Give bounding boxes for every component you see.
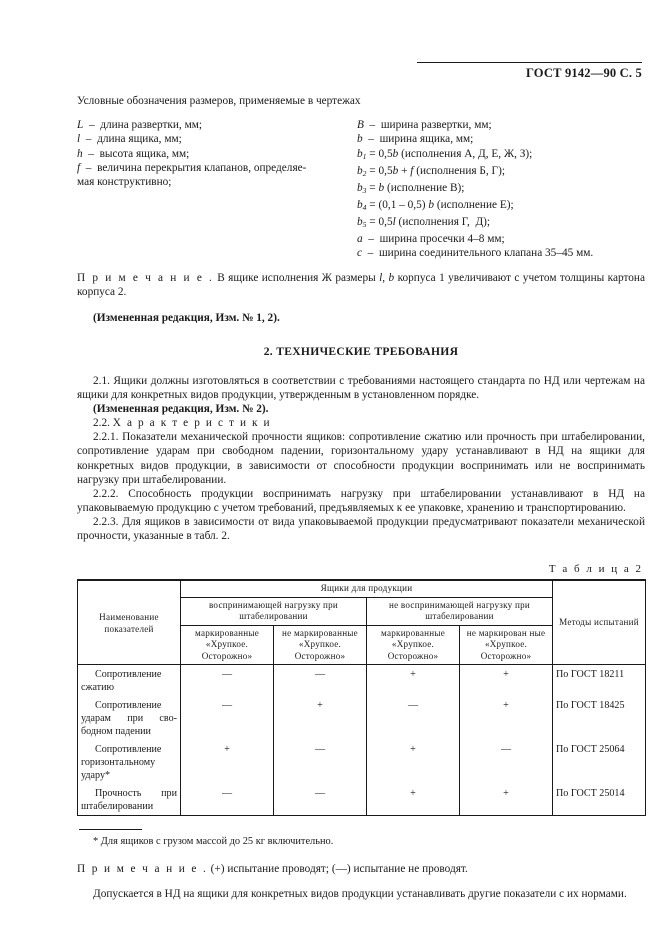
symbol-line: мая конструктивно; [77,175,172,188]
symbol-line: $b_4 = (0,1 - 0,5)$ b (исполнение Е); [357,198,514,212]
row-indicator-name: Сопротивление ударам при сво-бодном падении [78,696,181,740]
table-row [78,740,646,784]
header-indicator-name: Наименование показателей [78,580,181,665]
header-group-non-load-bearing: не воспринимающей нагрузку при штабелировании [367,597,553,625]
note-1-label: П р и м е ч а н и е . [77,272,214,285]
header-sub-marked-1: маркированные «Хрупкое. Осторожно» [181,625,274,665]
symbol-column-right [357,118,645,260]
table-row [78,665,646,697]
page-body [77,94,645,902]
paragraph-2-2-number: 2.2. [93,417,110,430]
table-body [78,665,646,816]
note-2 [77,862,645,876]
symbol-line: $b_3 = b$ (исполнение В); [357,181,465,195]
row-value: — [367,696,460,740]
paragraph-2-2-title: Х а р а к т е р и с т и к и [112,417,272,430]
symbol-column-left [77,118,357,260]
symbol-line: c – ширина соединительного клапана 35–45 мм. [357,247,594,260]
header-group-products: Ящики для продукции [181,580,553,597]
header-sub-marked-2: маркированные «Хрупкое. Осторожно» [367,625,460,665]
row-indicator-name: Сопротивление сжатию [78,665,181,697]
paragraph-2-2-2: 2.2.2. Способность продукции воспринимать нагрузку при штабелировании устанавливают в НД на упаковываемую продукцию с учетом требований, предъявляемых к ее упаковке, хранению и транспортированию. [77,487,645,514]
row-method: По ГОСТ 25064 [553,740,646,784]
symbol-line: $b_5 = 0,5l$ (исполнения Г, Д); [357,215,491,229]
footnote-separator [79,829,142,830]
header-group-load-bearing: воспринимающей нагрузку при штабелировании [181,597,367,625]
row-value: — [181,696,274,740]
symbol-line: a – ширина просечки 4–8 мм; [357,232,505,245]
running-head-rule [417,62,642,63]
paragraph-2-2-3: 2.2.3. Для ящиков в зависимости от вида упаковываемой продукции предусматривают показатели механической прочности, указанные в табл. 2. [77,515,645,542]
symbol-definitions [77,118,645,260]
row-value: + [181,740,274,784]
row-method: По ГОСТ 18425 [553,696,646,740]
lead-line: Условные обозначения размеров, применяемые в чертежах [77,95,361,107]
paragraph-2-1: 2.1. Ящики должны изготовляться в соответствии с требованиями настоящего стандарта по НД или чертежам на ящики для конкретных видов продукции, утвержденным в установленном порядке. [77,374,645,402]
row-value: + [274,696,367,740]
footnote-text: * Для ящиков с грузом массой до 25 кг включительно. [93,836,334,848]
closing-paragraph: Допускается в НД на ящики для конкретных видов продукции устанавливать другие показатели с их нормами. [93,888,627,901]
table-caption: Т а б л и ц а 2 [548,563,643,576]
row-value: — [181,784,274,816]
symbol-line: h – высота ящика, мм; [77,147,190,160]
note-1-text: В ящике исполнения Ж размеры l, b корпуса 1 увеличивают с учетом толщины картона корпуса 2. [77,272,645,299]
note-1 [77,271,645,299]
row-indicator-name: Прочность при штабелировании [78,784,181,816]
row-value: + [367,740,460,784]
note-2-label: П р и м е ч а н и е . [77,863,208,876]
table-row [78,784,646,816]
symbol-line: f – величина перекрытия клапанов, определяе- [77,161,307,174]
symbol-line: $b_2 = 0,5b + f$ (исполнения Б, Г); [357,164,505,178]
paragraph-2-2 [77,416,645,430]
row-value: + [367,665,460,697]
symbol-line: b – ширина ящика, мм; [357,133,474,146]
note-2-text: (+) испытание проводят; (—) испытание не проводят. [210,863,468,876]
table-head [78,580,646,665]
row-method: По ГОСТ 25014 [553,784,646,816]
running-head: ГОСТ 9142—90 С. 5 [525,66,642,80]
header-sub-unmarked-1: не маркированные «Хрупкое. Осторожно» [274,625,367,665]
row-value: + [460,665,553,697]
row-value: — [460,740,553,784]
symbol-line: B – ширина развертки, мм; [357,119,492,132]
symbol-line: L – длина развертки, мм; [77,119,203,132]
symbol-line: $b_1 = 0,5b$ (исполнения А, Д, Е, Ж, З); [357,147,533,161]
header-test-methods: Методы испытаний [553,580,646,665]
row-value: — [274,665,367,697]
paragraph-2-2-1: 2.2.1. Показатели механической прочности ящиков: сопротивление сжатию или прочность при штабелировании, сопротивление ударам при свободном падении, горизонтальному удару устанавливают в НД на ящики для конкретных видов продукции, в зависимости от способности продукции воспринимать или не воспринимать нагрузку при штабелировании. [77,431,645,486]
row-value: — [274,740,367,784]
table-row [78,696,646,740]
row-value: — [181,665,274,697]
revision-note-2: (Измененная редакция, Изм. № 2). [93,403,269,416]
revision-note-1: (Измененная редакция, Изм. № 1, 2). [93,311,280,324]
row-value: + [460,696,553,740]
row-indicator-name: Сопротивление горизонтальному удару* [78,740,181,784]
section-heading: 2. ТЕХНИЧЕСКИЕ ТРЕБОВАНИЯ [263,344,459,358]
row-method: По ГОСТ 18211 [553,665,646,697]
row-value: + [367,784,460,816]
mechanical-strength-table [77,579,646,816]
header-sub-unmarked-2: не маркирован ные «Хрупкое. Осторожно» [460,625,553,665]
row-value: — [274,784,367,816]
symbol-line: l – длина ящика, мм; [77,133,182,146]
table-header-row-1 [78,580,646,597]
row-value: + [460,784,553,816]
